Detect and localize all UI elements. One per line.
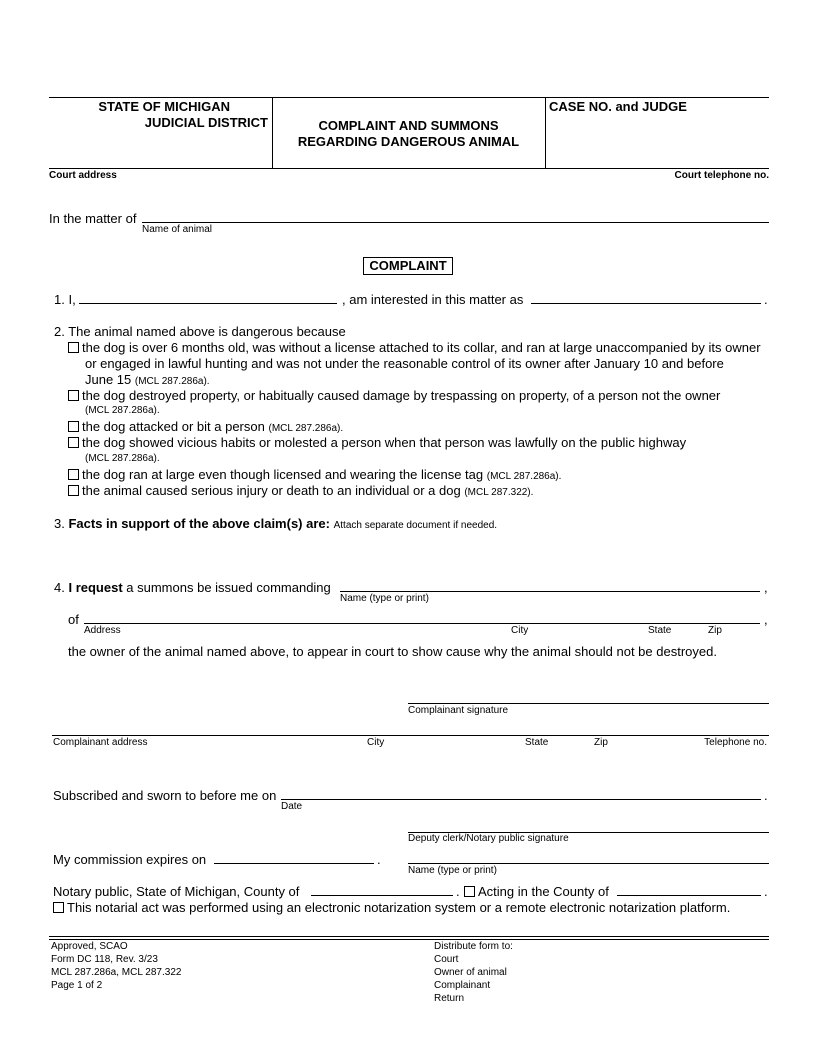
opt3-ref: (MCL 287.286a). [268, 423, 344, 434]
court-address-label: Court address [49, 170, 117, 181]
complainant-address-caption: Complainant address [53, 737, 148, 748]
complaint-heading: COMPLAINT [363, 257, 453, 275]
date-caption: Date [281, 801, 303, 812]
footer-mcl: MCL 287.286a, MCL 287.322 [51, 967, 182, 978]
opt3-text: the dog attacked or bit a person [82, 419, 265, 434]
complainant-signature-field[interactable] [408, 703, 769, 704]
sworn-period: . [764, 788, 768, 803]
item1-prefix: 1. I, [54, 292, 76, 307]
judicial-district: JUDICIAL DISTRICT [144, 115, 268, 130]
commission-period: . [377, 852, 381, 867]
item4-text: a summons be issued commanding [126, 580, 331, 595]
state-caption: State [648, 625, 672, 636]
animal-name-field[interactable] [142, 222, 769, 223]
opt5-ref: (MCL 287.286a). [486, 471, 562, 482]
sig-state-caption: State [525, 737, 549, 748]
respondent-name-field[interactable] [340, 591, 760, 592]
footer-approved: Approved, SCAO [51, 941, 128, 952]
item1-middle: , am interested in this matter as [342, 292, 524, 307]
sig-zip-caption: Zip [594, 737, 608, 748]
opt4-ref: (MCL 287.286a). [85, 453, 160, 464]
opt2-line1: the dog destroyed property, or habitually caused damage by trespassing on property, of a person not the owner [82, 388, 721, 403]
opt1-line3 [85, 372, 210, 388]
item3-label: Facts in support of the above claim(s) are: [68, 516, 330, 531]
footer-dist-court: Court [434, 954, 459, 965]
county-label: Notary public, State of Michigan, County of [53, 884, 300, 899]
county-field[interactable] [311, 895, 453, 896]
sig-telephone-caption: Telephone no. [704, 737, 767, 748]
acting-option[interactable] [464, 884, 609, 900]
acting-period: . [764, 884, 768, 899]
matter-label: In the matter of [49, 211, 137, 226]
deputy-caption: Deputy clerk/Notary public signature [408, 833, 569, 844]
footer-rule-1 [49, 936, 769, 937]
checkbox-injury[interactable] [68, 485, 79, 496]
sworn-label: Subscribed and sworn to before me on [53, 788, 277, 803]
opt5-text: the dog ran at large even though licensed and wearing the license tag [82, 467, 484, 482]
state-of-michigan: STATE OF MICHIGAN [98, 99, 230, 114]
item3-num: 3. [54, 516, 65, 531]
footer-dist-owner: Owner of animal [434, 967, 507, 978]
opt1-june: June 15 [85, 372, 132, 387]
item1-period: . [764, 292, 768, 307]
option-unlicensed-dog[interactable] [68, 340, 761, 356]
electronic-option[interactable] [53, 900, 730, 916]
option-attacked-person[interactable] [68, 419, 343, 435]
header-divider-right [545, 97, 546, 168]
option-destroyed-property[interactable] [68, 388, 720, 404]
case-no-judge: CASE NO. and JUDGE [549, 99, 687, 114]
opt2-ref: (MCL 287.286a). [85, 405, 160, 416]
item4-of: of [68, 612, 79, 627]
checkbox-property[interactable] [68, 390, 79, 401]
notary-name-caption: Name (type or print) [408, 865, 497, 876]
item4-num: 4. [54, 580, 65, 595]
sig-city-caption: City [367, 737, 385, 748]
checkbox-vicious[interactable] [68, 437, 79, 448]
electronic-label: This notarial act was performed using an electronic notarization system or a remote electronic notarization platform. [67, 900, 731, 915]
opt6-text: the animal caused serious injury or death to an individual or a dog [82, 483, 461, 498]
county-period: . [456, 884, 460, 899]
acting-label: Acting in the County of [478, 884, 609, 899]
opt1-ref: (MCL 287.286a). [134, 376, 210, 387]
commission-date-field[interactable] [214, 863, 374, 864]
opt1-line1: the dog is over 6 months old, was without a license attached to its collar, and ran at large unaccompanied by its owner [82, 340, 761, 355]
checkbox-unlicensed[interactable] [68, 342, 79, 353]
opt6-ref: (MCL 287.322). [464, 487, 534, 498]
opt4-line1: the dog showed vicious habits or molested a person when that person was lawfully on the public highway [82, 435, 687, 450]
item3-note: Attach separate document if needed. [333, 520, 498, 531]
item2-intro: 2. The animal named above is dangerous because [54, 324, 346, 339]
notary-name-field[interactable] [408, 863, 769, 864]
item3 [54, 516, 497, 532]
animal-name-caption: Name of animal [142, 224, 213, 235]
option-serious-injury[interactable] [68, 483, 533, 499]
complainant-name-field[interactable] [79, 303, 337, 304]
footer-form: Form DC 118, Rev. 3/23 [51, 954, 158, 965]
city-caption: City [511, 625, 529, 636]
complainant-address-field[interactable] [52, 735, 769, 736]
zip-caption: Zip [708, 625, 722, 636]
checkbox-acting[interactable] [464, 886, 475, 897]
item4-comma2: , [764, 612, 768, 627]
opt1-line2: or engaged in lawful hunting and was not under the reasonable control of its owner after January 10 and before [85, 356, 724, 371]
court-telephone-label: Court telephone no. [674, 170, 769, 181]
option-vicious-habits[interactable] [68, 435, 686, 451]
acting-county-field[interactable] [617, 895, 761, 896]
header-top-rule [49, 97, 769, 98]
footer-dist-complainant: Complainant [434, 980, 491, 991]
sworn-date-field[interactable] [281, 799, 761, 800]
form-title-line1: COMPLAINT AND SUMMONS [318, 118, 499, 133]
footer-distribute: Distribute form to: [434, 941, 513, 952]
checkbox-electronic[interactable] [53, 902, 64, 913]
respondent-name-caption: Name (type or print) [340, 593, 429, 604]
interest-field[interactable] [531, 303, 761, 304]
item4-comma1: , [764, 580, 768, 595]
item4-bold: I request [68, 580, 123, 595]
commission-label: My commission expires on [53, 852, 207, 867]
address-caption: Address [84, 625, 121, 636]
checkbox-licensed[interactable] [68, 469, 79, 480]
owner-text: the owner of the animal named above, to appear in court to show cause why the animal should not be destroyed. [68, 644, 717, 659]
checkbox-attacked[interactable] [68, 421, 79, 432]
respondent-address-field[interactable] [84, 623, 760, 624]
form-title-line2: REGARDING DANGEROUS ANIMAL [297, 134, 520, 149]
complainant-signature-caption: Complainant signature [408, 705, 509, 716]
footer-rule-2 [49, 939, 769, 940]
header-bottom-rule [49, 168, 769, 169]
footer-dist-return: Return [434, 993, 465, 1004]
option-licensed-at-large[interactable] [68, 467, 561, 483]
item4 [54, 580, 331, 596]
footer-page: Page 1 of 2 [51, 980, 103, 991]
